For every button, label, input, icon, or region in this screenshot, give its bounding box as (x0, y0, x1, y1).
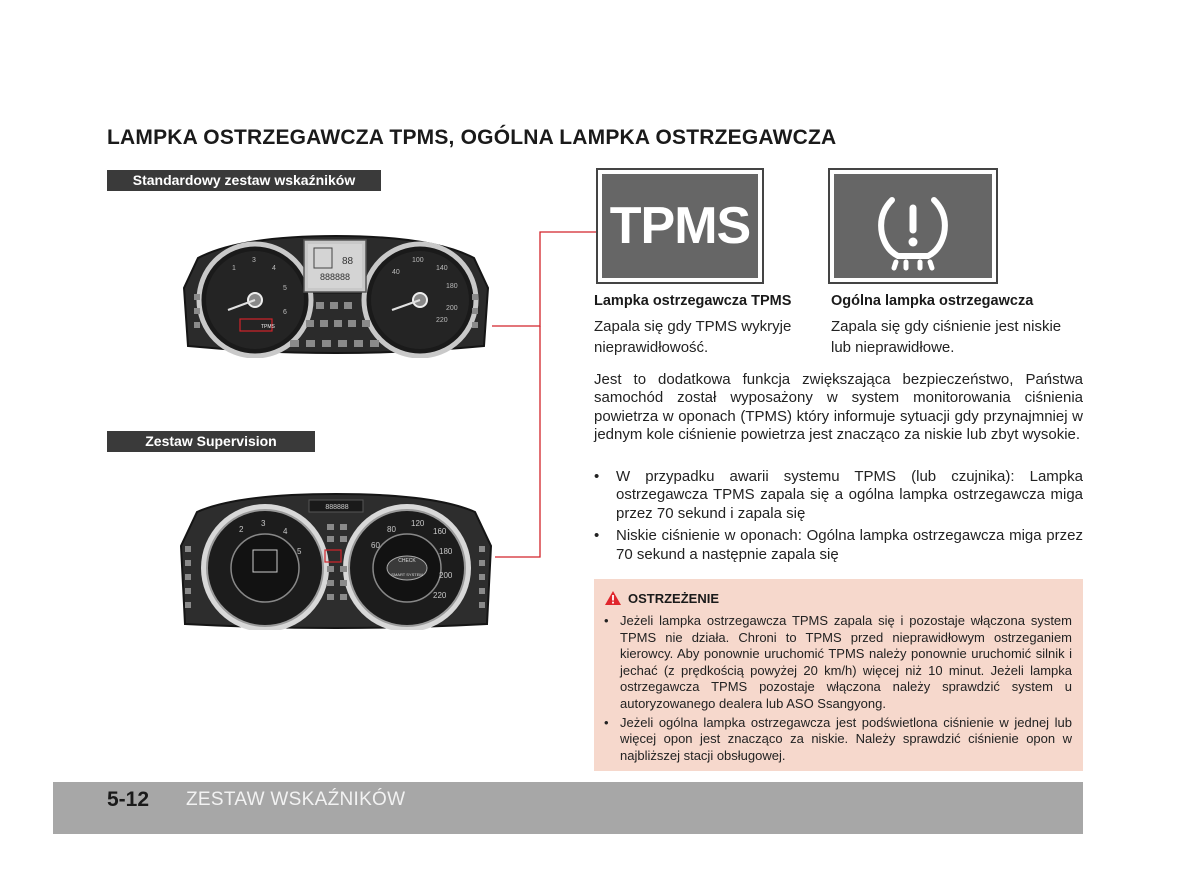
svg-text:4: 4 (283, 527, 288, 536)
standard-cluster-label: Standardowy zestaw wskaźników (107, 170, 381, 191)
list-item: • Niskie ciśnienie w oponach: Ogólna lampka ostrzegawcza miga przez 70 sekund a następnie zapala się (594, 527, 1083, 563)
general-warning-lamp-symbol (828, 168, 998, 284)
bullet-dot: • (604, 714, 609, 730)
warning-triangle-icon (604, 590, 622, 609)
body-paragraph: Jest to dodatkowa funkcja zwiększająca bezpieczeństwo, Państwa samochód został wyposażony w system monitorowania ciśnienia powietrza w oponach (TPMS) który informuje sytuacji gdy przynajmniej w jednym kole ciśnienie powietrza jest znacząco za niskie lub zbyt wysokie. (594, 371, 1083, 444)
svg-text:SMART SYSTEM: SMART SYSTEM (391, 572, 423, 577)
bullet-dot: • (594, 527, 600, 545)
svg-text:88: 88 (342, 256, 354, 267)
tpms-lamp-description: Zapala się gdy TPMS wykryje nieprawidłowość. (594, 318, 792, 356)
lcd-odometer: 888888 (319, 272, 350, 282)
tpms-symbol-text: TPMS (609, 197, 751, 255)
svg-text:1: 1 (232, 265, 236, 272)
svg-text:80: 80 (387, 525, 396, 534)
list-item: • W przypadku awarii systemu TPMS (lub czujnika): Lampka ostrzegawcza TPMS zapala się a ogólna lampka ostrzegawcza miga przez 70 sekund i zapala się (594, 468, 1083, 522)
svg-text:CHECK: CHECK (398, 558, 416, 564)
body-bullet-list (594, 468, 1083, 568)
general-lamp-heading: Ogólna lampka ostrzegawcza (831, 293, 1034, 309)
section-title: ZESTAW WSKAŹNIKÓW (186, 789, 406, 810)
supervision-cluster-image (177, 490, 495, 630)
svg-text:220: 220 (433, 591, 447, 600)
svg-text:100: 100 (412, 257, 424, 264)
svg-text:888888: 888888 (325, 504, 349, 511)
standard-cluster-image (180, 228, 492, 358)
warning-box (594, 579, 1083, 771)
svg-text:60: 60 (371, 541, 380, 550)
tpms-lamp-symbol (596, 168, 764, 284)
page-number: 5-12 (107, 788, 150, 811)
bullet-dot: • (604, 613, 609, 628)
svg-text:200: 200 (446, 305, 458, 312)
supervision-cluster-label: Zestaw Supervision (107, 431, 315, 452)
svg-text:3: 3 (261, 519, 266, 528)
list-item: • Jeżeli lampka ostrzegawcza TPMS zapala się i pozostaje włączona system TPMS nie działa. Chroni to TPMS przed nieprawidłowym ostrzeganiem kierowcy. Aby ponownie uruchomić TPMS należy ponownie uruchomić silnik i jechać (z prędkością powyżej 20 km/h) więcej niż 10 minut. Jeżeli lampka ostrzegawcza TPMS pozostaje włączona należy sprawdzić system u autoryzowanego dealera lub ASO Ssangyong. (604, 613, 1072, 711)
svg-text:160: 160 (433, 527, 447, 536)
svg-text:4: 4 (272, 265, 276, 272)
page-footer (53, 782, 1083, 834)
svg-text:220: 220 (436, 317, 448, 324)
svg-text:180: 180 (439, 547, 453, 556)
svg-text:3: 3 (252, 257, 256, 264)
bullet-dot: • (594, 468, 600, 485)
page-title: LAMPKA OSTRZEGAWCZA TPMS, OGÓLNA LAMPKA OSTRZEGAWCZA (107, 126, 837, 149)
svg-text:6: 6 (283, 309, 287, 316)
svg-text:5: 5 (297, 547, 302, 556)
tpms-lamp-heading: Lampka ostrzegawcza TPMS (594, 293, 792, 309)
svg-text:140: 140 (436, 265, 448, 272)
svg-text:2: 2 (239, 525, 244, 534)
svg-text:TPMS: TPMS (261, 324, 275, 330)
svg-text:200: 200 (439, 571, 453, 580)
svg-text:180: 180 (446, 283, 458, 290)
general-lamp-description: Zapala się gdy ciśnienie jest niskie lub nieprawidłowe. (831, 318, 1062, 356)
svg-text:40: 40 (392, 269, 400, 276)
list-item: • Jeżeli ogólna lampka ostrzegawcza jest podświetlona ciśnienie w jednej lub więcej opon jest znacząco za niskie. Należy sprawdzić ciśnienie opon w najbliższej stacji obsługowej. (604, 714, 1072, 763)
svg-text:5: 5 (283, 285, 287, 292)
tire-pressure-icon (834, 174, 992, 278)
svg-text:120: 120 (411, 519, 425, 528)
warning-heading: OSTRZEŻENIE (604, 590, 719, 609)
warning-list (604, 613, 1072, 766)
